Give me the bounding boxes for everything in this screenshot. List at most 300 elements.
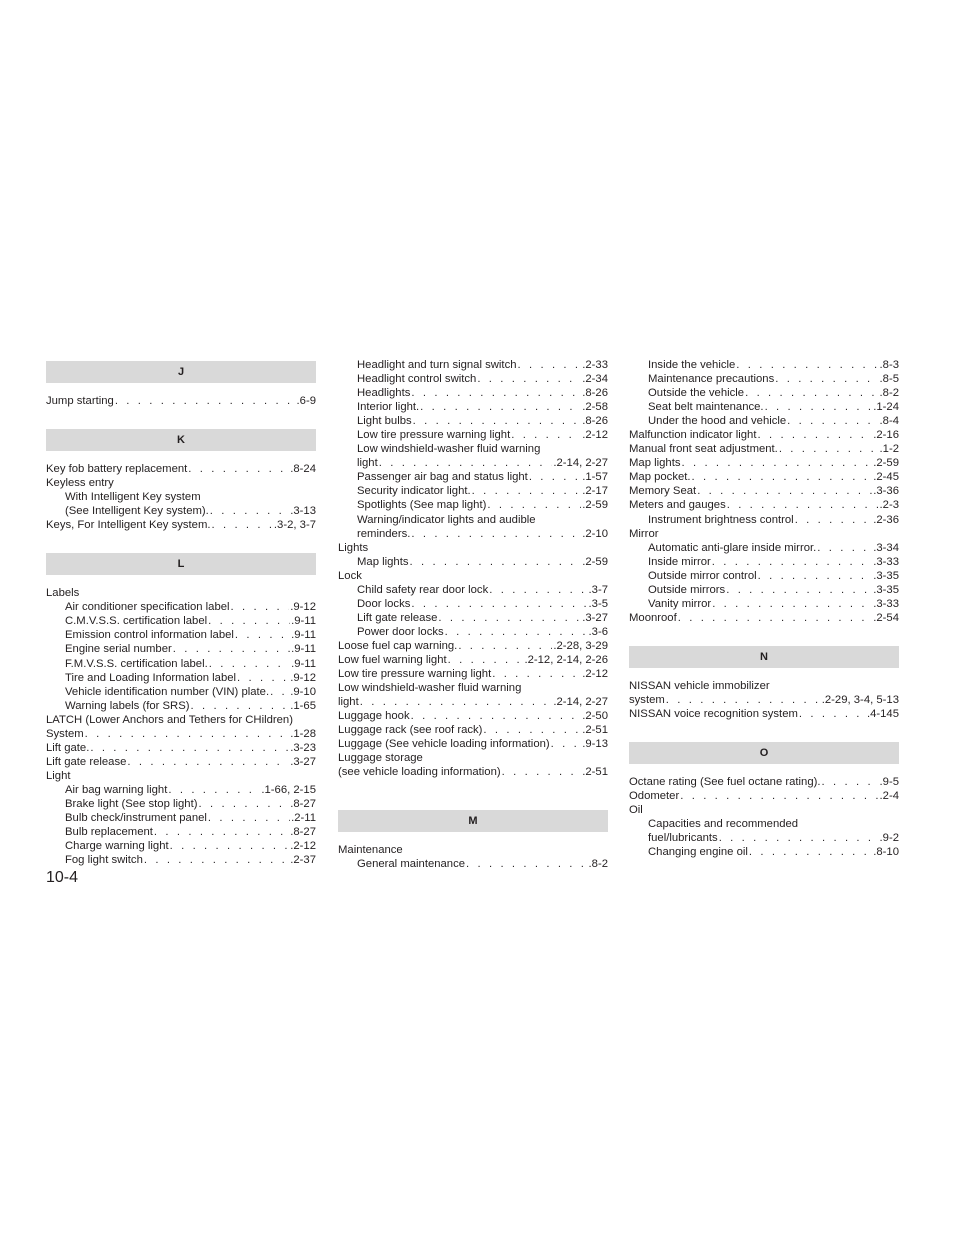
entry-page-ref: .9-12 bbox=[290, 671, 316, 684]
section-header-o: O bbox=[629, 742, 899, 764]
index-entry bbox=[338, 639, 608, 653]
entry-label: reminders. bbox=[357, 527, 411, 540]
dot-leader bbox=[727, 498, 879, 512]
dot-leader bbox=[502, 765, 582, 779]
dot-leader bbox=[666, 693, 821, 707]
index-entry bbox=[46, 628, 316, 642]
dot-leader bbox=[795, 513, 873, 527]
index-entry bbox=[629, 456, 899, 470]
entry-page-ref: .2-51 bbox=[582, 766, 608, 779]
index-entry bbox=[46, 685, 316, 699]
entry-page-ref: .2-14, 2-27 bbox=[553, 457, 608, 470]
entry-label: NISSAN voice recognition system bbox=[629, 707, 798, 720]
index-entry bbox=[629, 498, 899, 512]
index-entry bbox=[338, 456, 608, 470]
dot-leader bbox=[799, 707, 866, 721]
index-entry bbox=[338, 484, 608, 498]
entry-page-ref: .1-66, 2-15 bbox=[261, 783, 316, 796]
dot-leader bbox=[757, 428, 872, 442]
index-entry bbox=[46, 394, 316, 408]
index-entry bbox=[338, 527, 608, 541]
section-header-l: L bbox=[46, 553, 316, 575]
entry-label: Inside mirror bbox=[648, 555, 711, 568]
entry-page-ref: .3-23 bbox=[290, 741, 316, 754]
index-entry bbox=[629, 583, 899, 597]
dot-leader bbox=[448, 653, 524, 667]
entry-label: Interior light. bbox=[357, 401, 420, 414]
entry-page-ref: .3-5 bbox=[588, 597, 608, 610]
entry-page-ref: .2-3 bbox=[879, 499, 899, 512]
dot-leader bbox=[712, 555, 872, 569]
dot-leader bbox=[85, 727, 290, 741]
index-heading: Light bbox=[46, 769, 71, 782]
index-heading: Low windshield-washer fluid warning bbox=[338, 682, 522, 695]
index-entry bbox=[46, 699, 316, 713]
dot-leader bbox=[411, 709, 582, 723]
index-heading: Oil bbox=[629, 804, 643, 817]
entry-label: Low tire pressure warning light bbox=[357, 429, 511, 442]
entry-page-ref: .3-33 bbox=[873, 597, 899, 610]
index-entry bbox=[629, 386, 899, 400]
entry-page-ref: .2-4 bbox=[879, 790, 899, 803]
dot-leader bbox=[765, 400, 873, 414]
entry-page-ref: .2-59 bbox=[582, 555, 608, 568]
entry-label: Lift gate. bbox=[46, 741, 90, 754]
index-heading: Lock bbox=[338, 569, 362, 582]
entry-label: General maintenance bbox=[357, 858, 466, 871]
index-heading: Keyless entry bbox=[46, 477, 114, 490]
entry-page-ref: .9-5 bbox=[879, 776, 899, 789]
entry-page-ref: .9-11 bbox=[291, 657, 316, 670]
entry-label: Spotlights (See map light) bbox=[357, 499, 487, 512]
index-entry bbox=[629, 707, 899, 721]
index-entry bbox=[46, 853, 316, 867]
dot-leader bbox=[487, 498, 581, 512]
dot-leader bbox=[712, 597, 872, 611]
entry-label: Headlight control switch bbox=[357, 373, 477, 386]
entry-page-ref: .8-3 bbox=[879, 359, 899, 371]
entry-page-ref: .1-28 bbox=[290, 727, 316, 740]
index-entry bbox=[338, 372, 608, 386]
entry-page-ref: .2-14, 2-27 bbox=[553, 696, 608, 709]
dot-leader bbox=[413, 414, 582, 428]
entry-page-ref: .2-45 bbox=[873, 471, 899, 484]
index-subheading: Low windshield-washer fluid warning bbox=[357, 443, 541, 456]
entry-page-ref: .9-13 bbox=[582, 738, 608, 751]
index-entry bbox=[629, 555, 899, 569]
index-entry bbox=[46, 504, 316, 518]
entry-label: Moonroof bbox=[629, 611, 677, 624]
entry-page-ref: .2-17 bbox=[582, 485, 608, 498]
entry-label: Jump starting bbox=[46, 395, 114, 407]
entry-page-ref: .2-29, 3-4, 5-13 bbox=[821, 693, 899, 706]
dot-leader bbox=[719, 831, 879, 845]
entry-label: Automatic anti-glare inside mirror. bbox=[648, 541, 817, 554]
dot-leader bbox=[445, 625, 588, 639]
index-heading: Lights bbox=[338, 541, 369, 554]
dot-leader bbox=[168, 783, 260, 797]
index-subheading: Warning/indicator lights and audible bbox=[357, 513, 536, 526]
entry-label: Maintenance precautions bbox=[648, 373, 775, 386]
dot-leader bbox=[692, 470, 873, 484]
entry-label: Light bulbs bbox=[357, 415, 412, 428]
index-entry bbox=[629, 541, 899, 555]
index-entry bbox=[46, 741, 316, 755]
dot-leader bbox=[209, 657, 290, 671]
entry-label: Passenger air bag and status light bbox=[357, 471, 528, 484]
index-entry bbox=[338, 667, 608, 681]
dot-leader bbox=[736, 358, 878, 372]
entry-label: Low fuel warning light bbox=[338, 653, 447, 666]
dot-leader bbox=[144, 853, 289, 867]
dot-leader bbox=[511, 428, 581, 442]
entry-page-ref: .2-36 bbox=[873, 513, 899, 526]
entry-page-ref: .3-13 bbox=[290, 505, 316, 518]
dot-leader bbox=[492, 667, 581, 681]
entry-page-ref: .3-34 bbox=[873, 541, 899, 554]
index-entry bbox=[46, 825, 316, 839]
index-entry bbox=[338, 498, 608, 512]
entry-label: F.M.V.S.S. certification label. bbox=[65, 657, 208, 670]
section-spacer bbox=[629, 721, 899, 739]
index-entry bbox=[338, 737, 608, 751]
index-entry bbox=[338, 358, 608, 372]
dot-leader bbox=[411, 527, 581, 541]
entry-page-ref: .3-33 bbox=[873, 555, 899, 568]
entry-page-ref: .2-33 bbox=[582, 359, 608, 371]
entry-page-ref: .2-58 bbox=[582, 401, 608, 414]
index-entry bbox=[629, 414, 899, 428]
index-entry bbox=[629, 597, 899, 611]
entry-page-ref: .2-34 bbox=[582, 373, 608, 386]
index-heading: NISSAN vehicle immobilizer bbox=[629, 679, 770, 692]
dot-leader bbox=[483, 723, 581, 737]
index-entry bbox=[338, 386, 608, 400]
entry-label: Malfunction indicator light bbox=[629, 429, 757, 442]
section-header-j: J bbox=[46, 361, 316, 383]
dot-leader bbox=[472, 484, 582, 498]
index-entry bbox=[46, 783, 316, 797]
index-entry bbox=[46, 642, 316, 656]
entry-page-ref: .2-11 bbox=[291, 812, 316, 825]
entry-page-ref: .1-65 bbox=[290, 699, 316, 712]
index-entry bbox=[338, 555, 608, 569]
dot-leader bbox=[411, 597, 587, 611]
entry-label: Emission control information label bbox=[65, 629, 234, 642]
index-column-2 bbox=[338, 358, 608, 872]
dot-leader bbox=[466, 857, 588, 871]
index-entry bbox=[338, 723, 608, 737]
dot-leader bbox=[191, 699, 290, 713]
entry-label: Under the hood and vehicle bbox=[648, 415, 787, 428]
section-spacer bbox=[338, 779, 608, 807]
entry-label: Instrument brightness control bbox=[648, 513, 794, 526]
index-entry bbox=[338, 470, 608, 484]
dot-leader bbox=[477, 372, 581, 386]
entry-label: Map lights bbox=[629, 457, 681, 470]
entry-page-ref: .9-10 bbox=[290, 685, 316, 698]
entry-page-ref: .3-27 bbox=[582, 611, 608, 624]
index-entry bbox=[629, 358, 899, 372]
entry-page-ref: .8-5 bbox=[879, 373, 899, 386]
entry-page-ref: .3-2, 3-7 bbox=[273, 519, 316, 532]
entry-page-ref: .2-12 bbox=[290, 840, 316, 853]
index-heading: Luggage storage bbox=[338, 752, 423, 765]
index-entry bbox=[629, 775, 899, 789]
entry-page-ref: .2-37 bbox=[290, 854, 316, 867]
index-entry bbox=[46, 755, 316, 769]
section-header-m: M bbox=[338, 810, 608, 832]
index-heading: Labels bbox=[46, 587, 80, 600]
entry-page-ref: .8-2 bbox=[588, 858, 608, 871]
entry-label: C.M.V.S.S. certification label bbox=[65, 615, 208, 628]
dot-leader bbox=[173, 642, 290, 656]
dot-leader bbox=[115, 394, 296, 408]
dot-leader bbox=[817, 541, 872, 555]
entry-label: Manual front seat adjustment. bbox=[629, 443, 778, 456]
dot-leader bbox=[127, 755, 289, 769]
entry-label: light bbox=[338, 696, 359, 709]
page-number: 10-4 bbox=[46, 869, 79, 886]
entry-page-ref: .9-12 bbox=[290, 601, 316, 614]
dot-leader bbox=[680, 789, 878, 803]
index-entry bbox=[338, 611, 608, 625]
entry-label: Octane rating (See fuel octane rating). bbox=[629, 776, 821, 789]
entry-label: Odometer bbox=[629, 790, 680, 803]
entry-label: light bbox=[357, 457, 378, 470]
entry-label: Brake light (See stop light) bbox=[65, 797, 198, 810]
section-spacer bbox=[46, 532, 316, 550]
index-entry bbox=[46, 811, 316, 825]
entry-label: (see vehicle loading information) bbox=[338, 766, 501, 779]
entry-page-ref: .2-28, 3-29 bbox=[553, 639, 608, 652]
dot-leader bbox=[822, 775, 879, 789]
dot-leader bbox=[678, 611, 873, 625]
dot-leader bbox=[170, 839, 290, 853]
entry-label: Charge warning light bbox=[65, 840, 169, 853]
index-entry bbox=[46, 797, 316, 811]
dot-leader bbox=[208, 811, 290, 825]
entry-label: fuel/lubricants bbox=[648, 832, 718, 845]
entry-label: Changing engine oil bbox=[648, 846, 748, 859]
index-entry bbox=[46, 518, 316, 532]
entry-page-ref: .8-26 bbox=[582, 415, 608, 428]
index-entry bbox=[46, 671, 316, 685]
entry-label: Meters and gauges bbox=[629, 499, 726, 512]
dot-leader bbox=[360, 695, 553, 709]
entry-page-ref: .8-10 bbox=[873, 846, 899, 859]
entry-label: Security indicator light. bbox=[357, 485, 471, 498]
entry-label: Headlight and turn signal switch bbox=[357, 359, 517, 371]
dot-leader bbox=[787, 414, 878, 428]
entry-page-ref: .3-35 bbox=[873, 569, 899, 582]
index-column-3 bbox=[629, 358, 899, 859]
entry-label: Vehicle identification number (VIN) plate. bbox=[65, 685, 270, 698]
dot-leader bbox=[154, 825, 289, 839]
index-entry bbox=[46, 727, 316, 741]
index-entry bbox=[629, 693, 899, 707]
entry-label: Keys, For Intelligent Key system. bbox=[46, 519, 211, 532]
entry-label: Lift gate release bbox=[357, 611, 438, 624]
entry-page-ref: .4-145 bbox=[866, 707, 899, 720]
index-entry bbox=[338, 583, 608, 597]
entry-page-ref: .2-16 bbox=[873, 429, 899, 442]
entry-page-ref: .3-7 bbox=[588, 583, 608, 596]
entry-label: Headlights bbox=[357, 387, 411, 400]
entry-page-ref: .8-2 bbox=[879, 387, 899, 400]
entry-page-ref: .8-27 bbox=[290, 826, 316, 839]
index-column-1 bbox=[46, 358, 316, 867]
index-heading: Maintenance bbox=[338, 844, 403, 857]
dot-leader bbox=[529, 470, 581, 484]
dot-leader bbox=[90, 741, 289, 755]
dot-leader bbox=[726, 583, 872, 597]
dot-leader bbox=[208, 614, 290, 628]
entry-label: Door locks bbox=[357, 597, 411, 610]
entry-label: Warning labels (for SRS) bbox=[65, 699, 190, 712]
dot-leader bbox=[410, 555, 582, 569]
index-entry bbox=[338, 625, 608, 639]
entry-label: Map lights bbox=[357, 555, 409, 568]
entry-page-ref: .8-4 bbox=[879, 415, 899, 428]
entry-label: System bbox=[46, 727, 84, 740]
index-entry bbox=[629, 428, 899, 442]
entry-label: Loose fuel cap warning. bbox=[338, 639, 458, 652]
entry-label: Bulb check/instrument panel bbox=[65, 812, 207, 825]
entry-label: Seat belt maintenance. bbox=[648, 401, 764, 414]
entry-label: Outside mirrors bbox=[648, 583, 726, 596]
entry-page-ref: .1-2 bbox=[879, 443, 899, 456]
entry-label: Key fob battery replacement bbox=[46, 463, 188, 476]
dot-leader bbox=[489, 583, 587, 597]
index-entry bbox=[46, 657, 316, 671]
dot-leader bbox=[199, 797, 290, 811]
entry-page-ref: .3-27 bbox=[290, 755, 316, 768]
dot-leader bbox=[682, 456, 873, 470]
entry-label: Child safety rear door lock bbox=[357, 583, 489, 596]
entry-label: Vanity mirror bbox=[648, 597, 712, 610]
entry-page-ref: .8-27 bbox=[290, 797, 316, 810]
section-spacer bbox=[46, 408, 316, 426]
entry-label: Power door locks bbox=[357, 625, 444, 638]
entry-page-ref: .9-11 bbox=[291, 643, 316, 656]
dot-leader bbox=[235, 628, 290, 642]
index-entry bbox=[46, 839, 316, 853]
index-entry bbox=[629, 513, 899, 527]
index-entry bbox=[338, 597, 608, 611]
dot-leader bbox=[749, 845, 872, 859]
entry-page-ref: .3-36 bbox=[873, 485, 899, 498]
index-entry bbox=[629, 442, 899, 456]
index-subheading: Capacities and recommended bbox=[648, 818, 799, 831]
entry-page-ref: .3-35 bbox=[873, 583, 899, 596]
index-entry bbox=[629, 845, 899, 859]
entry-page-ref: .1-24 bbox=[873, 401, 899, 414]
entry-page-ref: .2-12 bbox=[582, 429, 608, 442]
dot-leader bbox=[697, 484, 872, 498]
entry-page-ref: .8-26 bbox=[582, 387, 608, 400]
entry-label: Bulb replacement bbox=[65, 826, 153, 839]
entry-page-ref: .2-51 bbox=[582, 724, 608, 737]
entry-page-ref: .2-54 bbox=[873, 611, 899, 624]
dot-leader bbox=[379, 456, 553, 470]
section-header-k: K bbox=[46, 429, 316, 451]
entry-label: Inside the vehicle bbox=[648, 359, 736, 371]
index-entry bbox=[338, 414, 608, 428]
index-entry bbox=[629, 831, 899, 845]
entry-label: Map pocket. bbox=[629, 471, 691, 484]
entry-page-ref: .9-11 bbox=[291, 629, 316, 642]
dot-leader bbox=[779, 442, 879, 456]
section-spacer bbox=[629, 625, 899, 643]
index-entry bbox=[629, 372, 899, 386]
entry-page-ref: .8-24 bbox=[290, 463, 316, 476]
dot-leader bbox=[458, 639, 552, 653]
index-entry bbox=[338, 695, 608, 709]
entry-label: Air bag warning light bbox=[65, 783, 168, 796]
dot-leader bbox=[237, 671, 289, 685]
entry-label: Outside mirror control bbox=[648, 569, 757, 582]
entry-page-ref: .3-6 bbox=[588, 625, 608, 638]
entry-page-ref: .6-9 bbox=[296, 395, 316, 407]
entry-label: Lift gate release bbox=[46, 755, 127, 768]
entry-label: Tire and Loading Information label bbox=[65, 671, 237, 684]
entry-label: Luggage (See vehicle loading information) bbox=[338, 738, 550, 751]
entry-page-ref: .9-11 bbox=[291, 615, 316, 628]
index-entry bbox=[338, 400, 608, 414]
entry-label: Memory Seat bbox=[629, 485, 697, 498]
dot-leader bbox=[758, 569, 873, 583]
entry-label: system bbox=[629, 693, 665, 706]
dot-leader bbox=[551, 737, 582, 751]
index-entry bbox=[46, 462, 316, 476]
index-entry bbox=[338, 765, 608, 779]
dot-leader bbox=[745, 386, 878, 400]
entry-label: Engine serial number bbox=[65, 643, 172, 656]
entry-label: Outside the vehicle bbox=[648, 387, 745, 400]
index-subheading: With Intelligent Key system bbox=[65, 491, 201, 504]
entry-page-ref: .9-2 bbox=[879, 832, 899, 845]
dot-leader bbox=[411, 386, 581, 400]
index-entry bbox=[629, 569, 899, 583]
entry-label: Luggage hook bbox=[338, 710, 410, 723]
index-entry bbox=[629, 789, 899, 803]
index-entry bbox=[338, 428, 608, 442]
section-header-n: N bbox=[629, 646, 899, 668]
dot-leader bbox=[210, 504, 289, 518]
entry-page-ref: .2-50 bbox=[582, 710, 608, 723]
entry-page-ref: .1-57 bbox=[582, 471, 608, 484]
index-entry bbox=[338, 653, 608, 667]
index-entry bbox=[46, 600, 316, 614]
index-heading: Mirror bbox=[629, 527, 659, 540]
entry-label: Air conditioner specification label bbox=[65, 601, 230, 614]
index-heading: LATCH (Lower Anchors and Tethers for CHildren) bbox=[46, 713, 293, 726]
index-entry bbox=[629, 470, 899, 484]
index-entry bbox=[629, 400, 899, 414]
entry-label: Fog light switch bbox=[65, 854, 143, 867]
entry-page-ref: .2-12 bbox=[582, 668, 608, 681]
dot-leader bbox=[518, 358, 582, 372]
dot-leader bbox=[270, 685, 289, 699]
index-entry bbox=[338, 857, 608, 871]
index-entry bbox=[629, 611, 899, 625]
entry-label: Low tire pressure warning light bbox=[338, 668, 492, 681]
dot-leader bbox=[438, 611, 581, 625]
index-entry bbox=[629, 484, 899, 498]
entry-label: Luggage rack (see roof rack) bbox=[338, 724, 483, 737]
dot-leader bbox=[212, 518, 273, 532]
